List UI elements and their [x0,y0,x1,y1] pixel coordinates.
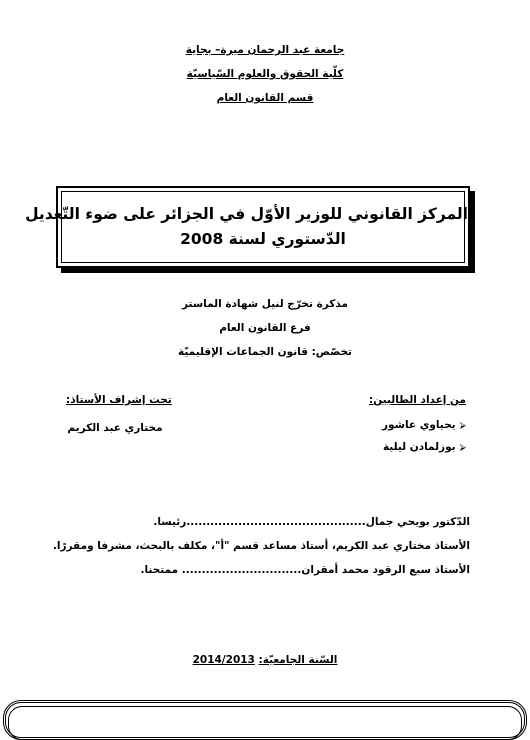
title-inner-frame [61,191,465,263]
specialty: تخصّص: قانون الجماعات الإقليميّة [178,346,352,358]
faculty-name: كلّية الحقوق والعلوم السّياسيّة [186,68,344,80]
academic-year-label: السّنة الجامعيّة: [258,654,338,666]
student-name: بوزلمادن ليلية [382,441,456,453]
title-frame [25,186,470,268]
academic-year-value: 2014/2013 [192,654,255,666]
jury-member-supervisor: الأستاذ مختاري عبد الكريم، أستاذ مساعد قسم "أ"، مكلف بالبحث، مشرفا ومقررًا. [52,540,470,552]
thesis-title-line-1: المركز القانوني للوزير الأوّل في الجزائر على ضوء التّعديل [25,205,468,223]
supervisor-label: تحت إشراف الأستاذ: [66,394,172,406]
jury-member-examiner: الأستاذ سبع الرقود محمد أمقران.............................. ممتحنا. [140,564,470,576]
student-name: يحياوي عاشور [381,419,456,431]
branch: فرع القانون العام [219,322,311,334]
student-item [383,441,466,453]
supervisor-name: مختاري عبد الكريم [67,422,163,434]
thesis-title-line-2: الدّستوري لسنة 2008 [180,230,346,248]
university-name: جامعة عبد الرحمان ميرة– بجاية [185,44,345,56]
student-item [382,419,466,431]
academic-year [0,654,530,666]
students-label: من إعداد الطالبين: [369,394,466,406]
degree-statement: مذكرة تخرّج لنيل شهادة الماستر [182,298,348,310]
arrow-bullet-icon: ⮚ [459,443,466,453]
page-border-inner [8,706,522,740]
jury-member-president: الدّكتور بويحي جمال.............................................رئيسا. [153,516,470,528]
department-name: قسم القانون العام [216,92,314,104]
arrow-bullet-icon: ⮚ [459,421,466,431]
